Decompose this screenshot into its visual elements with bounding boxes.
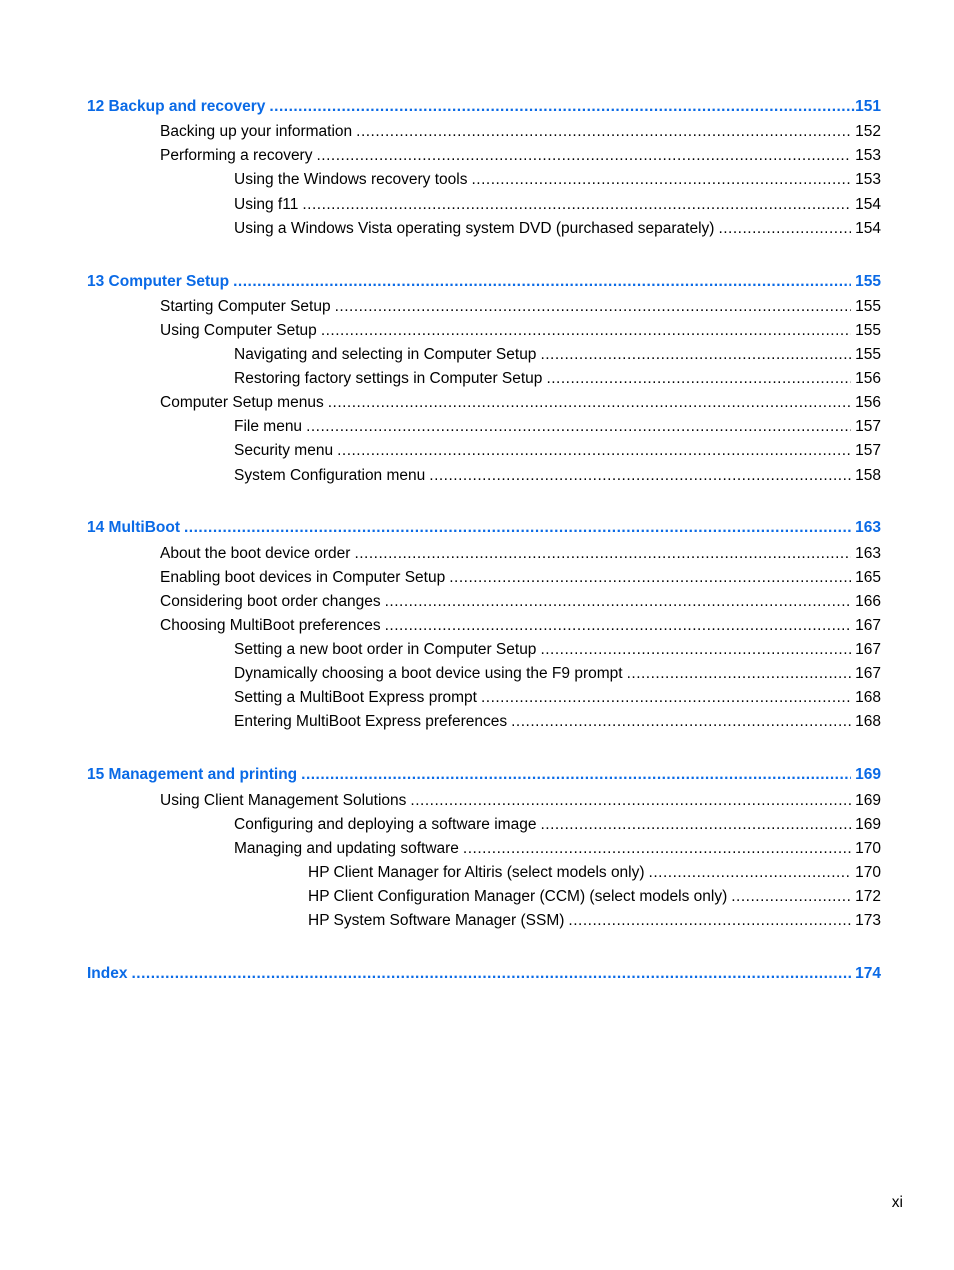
page-number: xi [891, 1194, 903, 1211]
toc-entry-page: 163 [855, 545, 881, 562]
toc-leader-dots [356, 122, 851, 142]
toc-entry-page: 158 [855, 467, 881, 484]
toc-entry[interactable] [160, 568, 881, 588]
toc-entry[interactable] [234, 466, 881, 486]
toc-entry[interactable] [234, 369, 881, 389]
toc-entry-title: System Configuration menu [234, 467, 426, 484]
toc-leader-dots [354, 544, 851, 564]
toc-entry-title: HP System Software Manager (SSM) [308, 912, 565, 929]
toc-leader-dots [429, 466, 851, 486]
toc-chapter-entry[interactable] [87, 765, 881, 785]
toc-leader-dots [540, 640, 851, 660]
toc-leader-dots [337, 441, 851, 461]
toc-entry-page: 155 [855, 346, 881, 363]
toc-entry-page: 156 [855, 394, 881, 411]
toc-entry[interactable] [308, 911, 881, 931]
toc-entry-title: Using f11 [234, 196, 299, 213]
toc-entry[interactable] [234, 170, 881, 190]
toc-leader-dots [269, 97, 855, 117]
toc-entry-page: 167 [855, 617, 881, 634]
toc-leader-dots [731, 887, 851, 907]
toc-entry-page: 167 [855, 641, 881, 658]
toc-leader-dots [184, 518, 851, 538]
toc-entry[interactable] [160, 321, 881, 341]
toc-entry-page: 155 [855, 273, 881, 290]
toc-leader-dots [568, 911, 851, 931]
toc-leader-dots [627, 664, 852, 684]
toc-entry-title: Restoring factory settings in Computer Setup [234, 370, 543, 387]
toc-entry[interactable] [234, 664, 881, 684]
toc-entry-title: Managing and updating software [234, 840, 459, 857]
toc-entry-page: 170 [855, 864, 881, 881]
toc-leader-dots [463, 839, 851, 859]
toc-entry[interactable] [160, 146, 881, 166]
toc-leader-dots [718, 219, 851, 239]
toc-entry-title: Dynamically choosing a boot device using the F9 prompt [234, 665, 623, 682]
toc-entry[interactable] [234, 839, 881, 859]
toc-entry[interactable] [234, 815, 881, 835]
toc-entry-page: 155 [855, 322, 881, 339]
toc-entry-page: 153 [855, 147, 881, 164]
toc-entry[interactable] [160, 122, 881, 142]
toc-leader-dots [131, 964, 851, 984]
toc-entry[interactable] [160, 297, 881, 317]
toc-entry[interactable] [308, 887, 881, 907]
toc-entry-title: Choosing MultiBoot preferences [160, 617, 381, 634]
toc-entry-page: 168 [855, 689, 881, 706]
toc-entry[interactable] [160, 393, 881, 413]
toc-chapter-entry[interactable] [87, 272, 881, 292]
toc-entry-title: Using Computer Setup [160, 322, 317, 339]
toc-entry-page: 151 [855, 98, 881, 115]
toc-entry-title: Performing a recovery [160, 147, 313, 164]
toc-entry-title: About the boot device order [160, 545, 351, 562]
toc-entry-title: Entering MultiBoot Express preferences [234, 713, 508, 730]
toc-entry[interactable] [234, 345, 881, 365]
toc-leader-dots [649, 863, 852, 883]
toc-entry-page: 155 [855, 298, 881, 315]
toc-entry-title: Starting Computer Setup [160, 298, 331, 315]
toc-entry-page: 165 [855, 569, 881, 586]
toc-leader-dots [301, 765, 851, 785]
toc-entry-title: Using the Windows recovery tools [234, 171, 468, 188]
toc-entry-page: 153 [855, 171, 881, 188]
toc-entry-page: 154 [855, 196, 881, 213]
toc-entry[interactable] [234, 712, 881, 732]
toc-chapter-entry[interactable] [87, 518, 881, 538]
toc-leader-dots [410, 791, 851, 811]
toc-entry-page: 157 [855, 418, 881, 435]
toc-entry[interactable] [234, 195, 881, 215]
toc-entry-page: 174 [855, 965, 881, 982]
toc-entry-title: Enabling boot devices in Computer Setup [160, 569, 446, 586]
toc-leader-dots [306, 417, 851, 437]
toc-entry-page: 167 [855, 665, 881, 682]
toc-entry-title: File menu [234, 418, 303, 435]
toc-entry-page: 156 [855, 370, 881, 387]
toc-entry-page: 152 [855, 123, 881, 140]
toc-entry[interactable] [308, 863, 881, 883]
toc-entry-title: 15 Management and printing [87, 766, 298, 783]
toc-entry[interactable] [234, 688, 881, 708]
toc-entry-page: 172 [855, 888, 881, 905]
toc-entry[interactable] [160, 616, 881, 636]
toc-entry-title: HP Client Manager for Altiris (select models only) [308, 864, 645, 881]
toc-entry[interactable] [160, 791, 881, 811]
toc-entry-title: Using Client Management Solutions [160, 792, 407, 809]
toc-entry-title: Index [87, 965, 128, 982]
toc-entry-title: Computer Setup menus [160, 394, 324, 411]
toc-leader-dots [511, 712, 851, 732]
toc-entry-title: Setting a MultiBoot Express prompt [234, 689, 477, 706]
toc-entry-title: HP Client Configuration Manager (CCM) (select models only) [308, 888, 728, 905]
toc-entry-page: 157 [855, 442, 881, 459]
toc-entry[interactable] [234, 441, 881, 461]
toc-leader-dots [540, 815, 851, 835]
toc-entry[interactable] [234, 417, 881, 437]
toc-leader-dots [546, 369, 851, 389]
toc-leader-dots [385, 592, 852, 612]
toc-entry-title: Navigating and selecting in Computer Setup [234, 346, 537, 363]
toc-leader-dots [321, 321, 851, 341]
toc-entry-title: 14 MultiBoot [87, 519, 180, 536]
toc-entry-title: Security menu [234, 442, 334, 459]
toc-entry-title: 13 Computer Setup [87, 273, 230, 290]
toc-entry-title: Setting a new boot order in Computer Setup [234, 641, 537, 658]
toc-entry-page: 154 [855, 220, 881, 237]
toc-entry-title: Using a Windows Vista operating system DVD (purchased separately) [234, 220, 715, 237]
toc-entry[interactable] [234, 640, 881, 660]
toc-entry-page: 170 [855, 840, 881, 857]
toc-leader-dots [328, 393, 851, 413]
toc-entry[interactable] [160, 544, 881, 564]
toc-entry-page: 166 [855, 593, 881, 610]
toc-entry-page: 169 [855, 766, 881, 783]
toc-entry-page: 169 [855, 792, 881, 809]
toc-leader-dots [385, 616, 852, 636]
toc-entry-title: Considering boot order changes [160, 593, 381, 610]
toc-entry-page: 168 [855, 713, 881, 730]
toc-entry[interactable] [234, 219, 881, 239]
toc-entry-title: Backing up your information [160, 123, 353, 140]
toc-leader-dots [481, 688, 851, 708]
toc-entry-title: Configuring and deploying a software image [234, 816, 537, 833]
toc-entry-page: 173 [855, 912, 881, 929]
toc-entry-page: 169 [855, 816, 881, 833]
toc-leader-dots [540, 345, 851, 365]
toc-chapter-entry[interactable] [87, 97, 881, 117]
toc-leader-dots [449, 568, 851, 588]
toc-leader-dots [316, 146, 851, 166]
toc-leader-dots [335, 297, 852, 317]
toc-entry[interactable] [160, 592, 881, 612]
toc-entry-title: 12 Backup and recovery [87, 98, 266, 115]
toc-leader-dots [302, 195, 851, 215]
toc-chapter-entry[interactable] [87, 964, 881, 984]
toc-leader-dots [233, 272, 851, 292]
toc-leader-dots [471, 170, 851, 190]
toc-entry-page: 163 [855, 519, 881, 536]
